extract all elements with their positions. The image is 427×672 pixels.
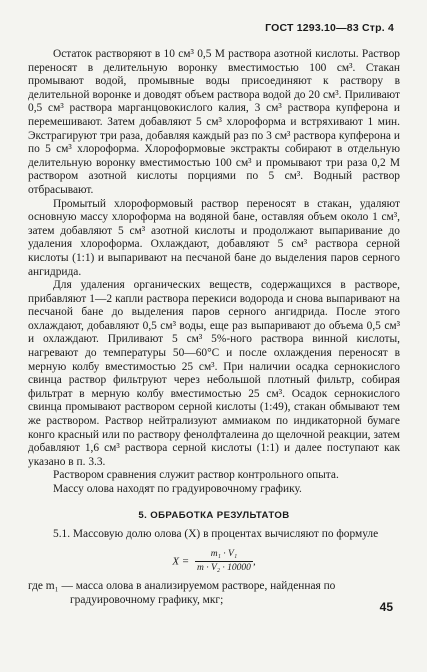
document-body <box>28 48 400 607</box>
definition-text: масса олова в анализируемом растворе, найденная по градуировочному графику, мкг; <box>70 579 336 606</box>
formula <box>28 548 400 576</box>
section-heading: 5. ОБРАБОТКА РЕЗУЛЬТАТОВ <box>138 509 290 521</box>
paragraph-organics-removal: Для удаления органических веществ, содержащихся в растворе, прибавляют 1—2 капли раствора перекиси водорода и снова выпаривают на песчаной бане до выделения паров серного ангидрида. После этого охлаждают, добавляют 0,5 см³ воды, еще раз выпаривают до объема 0,5 см³ и охлаждают. Приливают 5 см³ 5%-ного раствора винной кислоты, нагревают до температуры 50—60°С и после охлаждения переносят в мерную колбу вместимостью 25 см³. При наличии осадка сернокислого свинца раствор фильтруют через небольшой плотный фильтр, собирая фильтрат в мерную колбу вместимостью 25 см³. Осадок сернокислого свинца промывают раствором серной кислоты (1:49), стакан обмывают тем же раствором. Раствор нейтрализуют аммиаком по индикаторной бумаге конго красный или по раствору фенолфталеина до щелочной реакции, затем добавляют 1,6 см³ раствора серной кислоты (1:1) и далее поступают как указано в п. 3.3. <box>28 279 400 468</box>
page-number: 45 <box>379 600 393 614</box>
clause-5-1: 5.1. Массовую долю олова (X) в процентах вычисляют по формуле <box>53 528 379 541</box>
paragraph-evaporation: Промытый хлороформовый раствор переносят в стакан, удаляют основную массу хлороформа на водяной бане, оставляя объем около 1 см³, затем добавляют 5 см³ азотной кислоты и продолжают выпаривание до удаления хлороформа. Охлаждают, добавляют 5 см³ раствора серной кислоты (1:1) и выпаривают на песчаной бане до выделения паров серного ангидрида. <box>28 197 400 278</box>
formula-fraction <box>195 548 253 576</box>
formula-numerator: m₁ · V₁ <box>195 548 253 563</box>
document-header: ГОСТ 1293.10—83 Стр. 4 <box>265 22 394 34</box>
formula-definition <box>28 580 400 607</box>
formula-tail: , <box>252 555 256 568</box>
formula-denominator: m · V₂ · 10000 <box>196 563 251 574</box>
definition-lead: где m₁ — <box>28 579 73 592</box>
paragraph-reference-solution: Раствором сравнения служит раствор контрольного опыта. <box>53 469 339 482</box>
paragraph-calibration: Массу олова находят по градуировочному графику. <box>53 483 302 495</box>
paragraph-dissolution: Остаток растворяют в 10 см³ 0,5 М раствора азотной кислоты. Раствор переносят в делительную воронку вместимостью 100 см³. Стакан промывают водой, промывные воды присоединяют к раствору в делительной воронке и доводят объем раствора водой до 20 см³. Приливают 0,5 см³ раствора марганцовокислого калия, 3 см³ раствора купферона и перемешивают. Затем добавляют 5 см³ хлороформа и встряхивают 1 мин. Экстрагируют три раза, добавляя каждый раз по 3 см³ раствора купферона и по 5 см³ хлороформа. Хлороформовые экстракты собирают в отдельную делительную воронку вместимостью 100 см³ и промывают три раза 0,2 М раствором азотной кислоты порциями по 5 см³. Водный раствор отбрасывают. <box>28 48 400 196</box>
formula-lhs: X = <box>172 555 190 568</box>
